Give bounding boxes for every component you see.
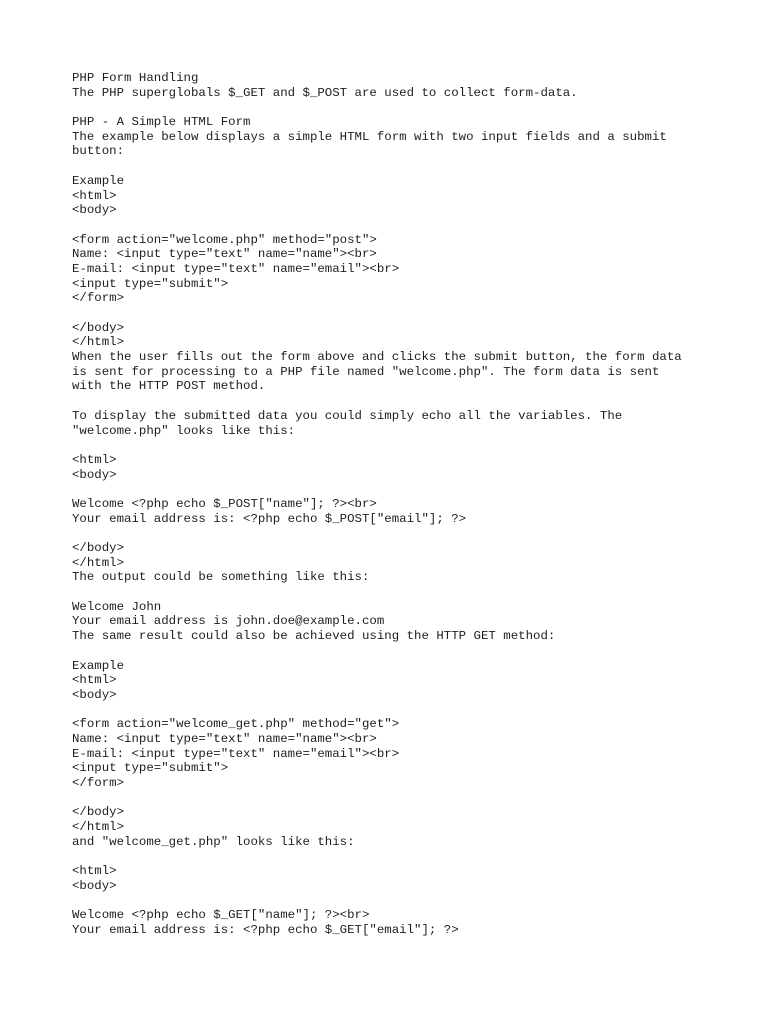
text-line: <body> [72, 878, 117, 893]
text-line: </body> [72, 320, 125, 335]
text-line: <html> [72, 864, 117, 879]
text-line: </html> [72, 820, 125, 835]
text-line: <body> [72, 203, 117, 218]
text-line: <input type="submit"> [72, 761, 229, 776]
blank-line [72, 306, 712, 321]
text-line: Your email address is: <?php echo $_GET["email"]; ?> [72, 922, 459, 937]
text-line: PHP - A Simple HTML Form [72, 115, 251, 130]
text-line: The same result could also be achieved using the HTTP GET method: [72, 629, 556, 644]
text-line: E-mail: <input type="text" name="email"><br> [72, 746, 400, 761]
blank-line [72, 849, 712, 864]
text-line: <html> [72, 188, 117, 203]
blank-line [72, 585, 712, 600]
text-line: </html> [72, 555, 125, 570]
text-line: </html> [72, 335, 125, 350]
text-line: Welcome <?php echo $_GET["name"]; ?><br> [72, 908, 370, 923]
text-line: <form action="welcome_get.php" method="get"> [72, 717, 400, 732]
text-line: Name: <input type="text" name="name"><br> [72, 731, 377, 746]
blank-line [72, 526, 712, 541]
text-line: </body> [72, 541, 125, 555]
blank-line [72, 791, 712, 806]
text-line: Example [72, 173, 125, 188]
text-line: </body> [72, 805, 125, 820]
blank-line [72, 482, 712, 497]
text-line: Your email address is john.doe@example.com [72, 614, 385, 629]
text-line: When the user fills out the form above and clicks the submit button, the form data [72, 350, 682, 365]
blank-line [72, 438, 712, 453]
text-line: <html> [72, 452, 117, 467]
blank-line [72, 159, 712, 174]
text-line: The PHP superglobals $_GET and $_POST are used to collect form-data. [72, 85, 578, 100]
blank-line [72, 644, 712, 659]
text-line: Welcome <?php echo $_POST["name"]; ?><br> [72, 496, 377, 511]
text-line: Welcome John [72, 599, 162, 614]
text-line: The output could be something like this: [72, 570, 370, 585]
text-line: <form action="welcome.php" method="post"> [72, 232, 377, 247]
text-line: is sent for processing to a PHP file named "welcome.php". The form data is sent [72, 364, 660, 379]
text-line: and "welcome_get.php" looks like this: [72, 834, 355, 849]
blank-line [72, 394, 712, 409]
text-line: E-mail: <input type="text" name="email"><br> [72, 261, 400, 276]
text-line: button: [72, 144, 125, 159]
text-line: The example below displays a simple HTML form with two input fields and a submit [72, 129, 667, 144]
text-line: <body> [72, 467, 117, 482]
blank-line [72, 703, 712, 718]
text-line: PHP Form Handling [72, 71, 199, 85]
text-line: with the HTTP POST method. [72, 379, 266, 394]
text-line: "welcome.php" looks like this: [72, 423, 296, 438]
text-line: </form> [72, 291, 125, 306]
text-line: Example [72, 658, 125, 673]
text-line: </form> [72, 776, 125, 790]
text-line: Name: <input type="text" name="name"><br> [72, 247, 377, 262]
blank-line [72, 894, 712, 909]
blank-line [72, 100, 712, 115]
text-line: Your email address is: <?php echo $_POST["email"]; ?> [72, 511, 467, 526]
text-line: To display the submitted data you could simply echo all the variables. The [72, 408, 623, 423]
document-page [72, 71, 712, 938]
blank-line [72, 218, 712, 233]
text-line: <body> [72, 687, 117, 702]
text-line: <html> [72, 673, 117, 688]
text-line: <input type="submit"> [72, 276, 229, 291]
